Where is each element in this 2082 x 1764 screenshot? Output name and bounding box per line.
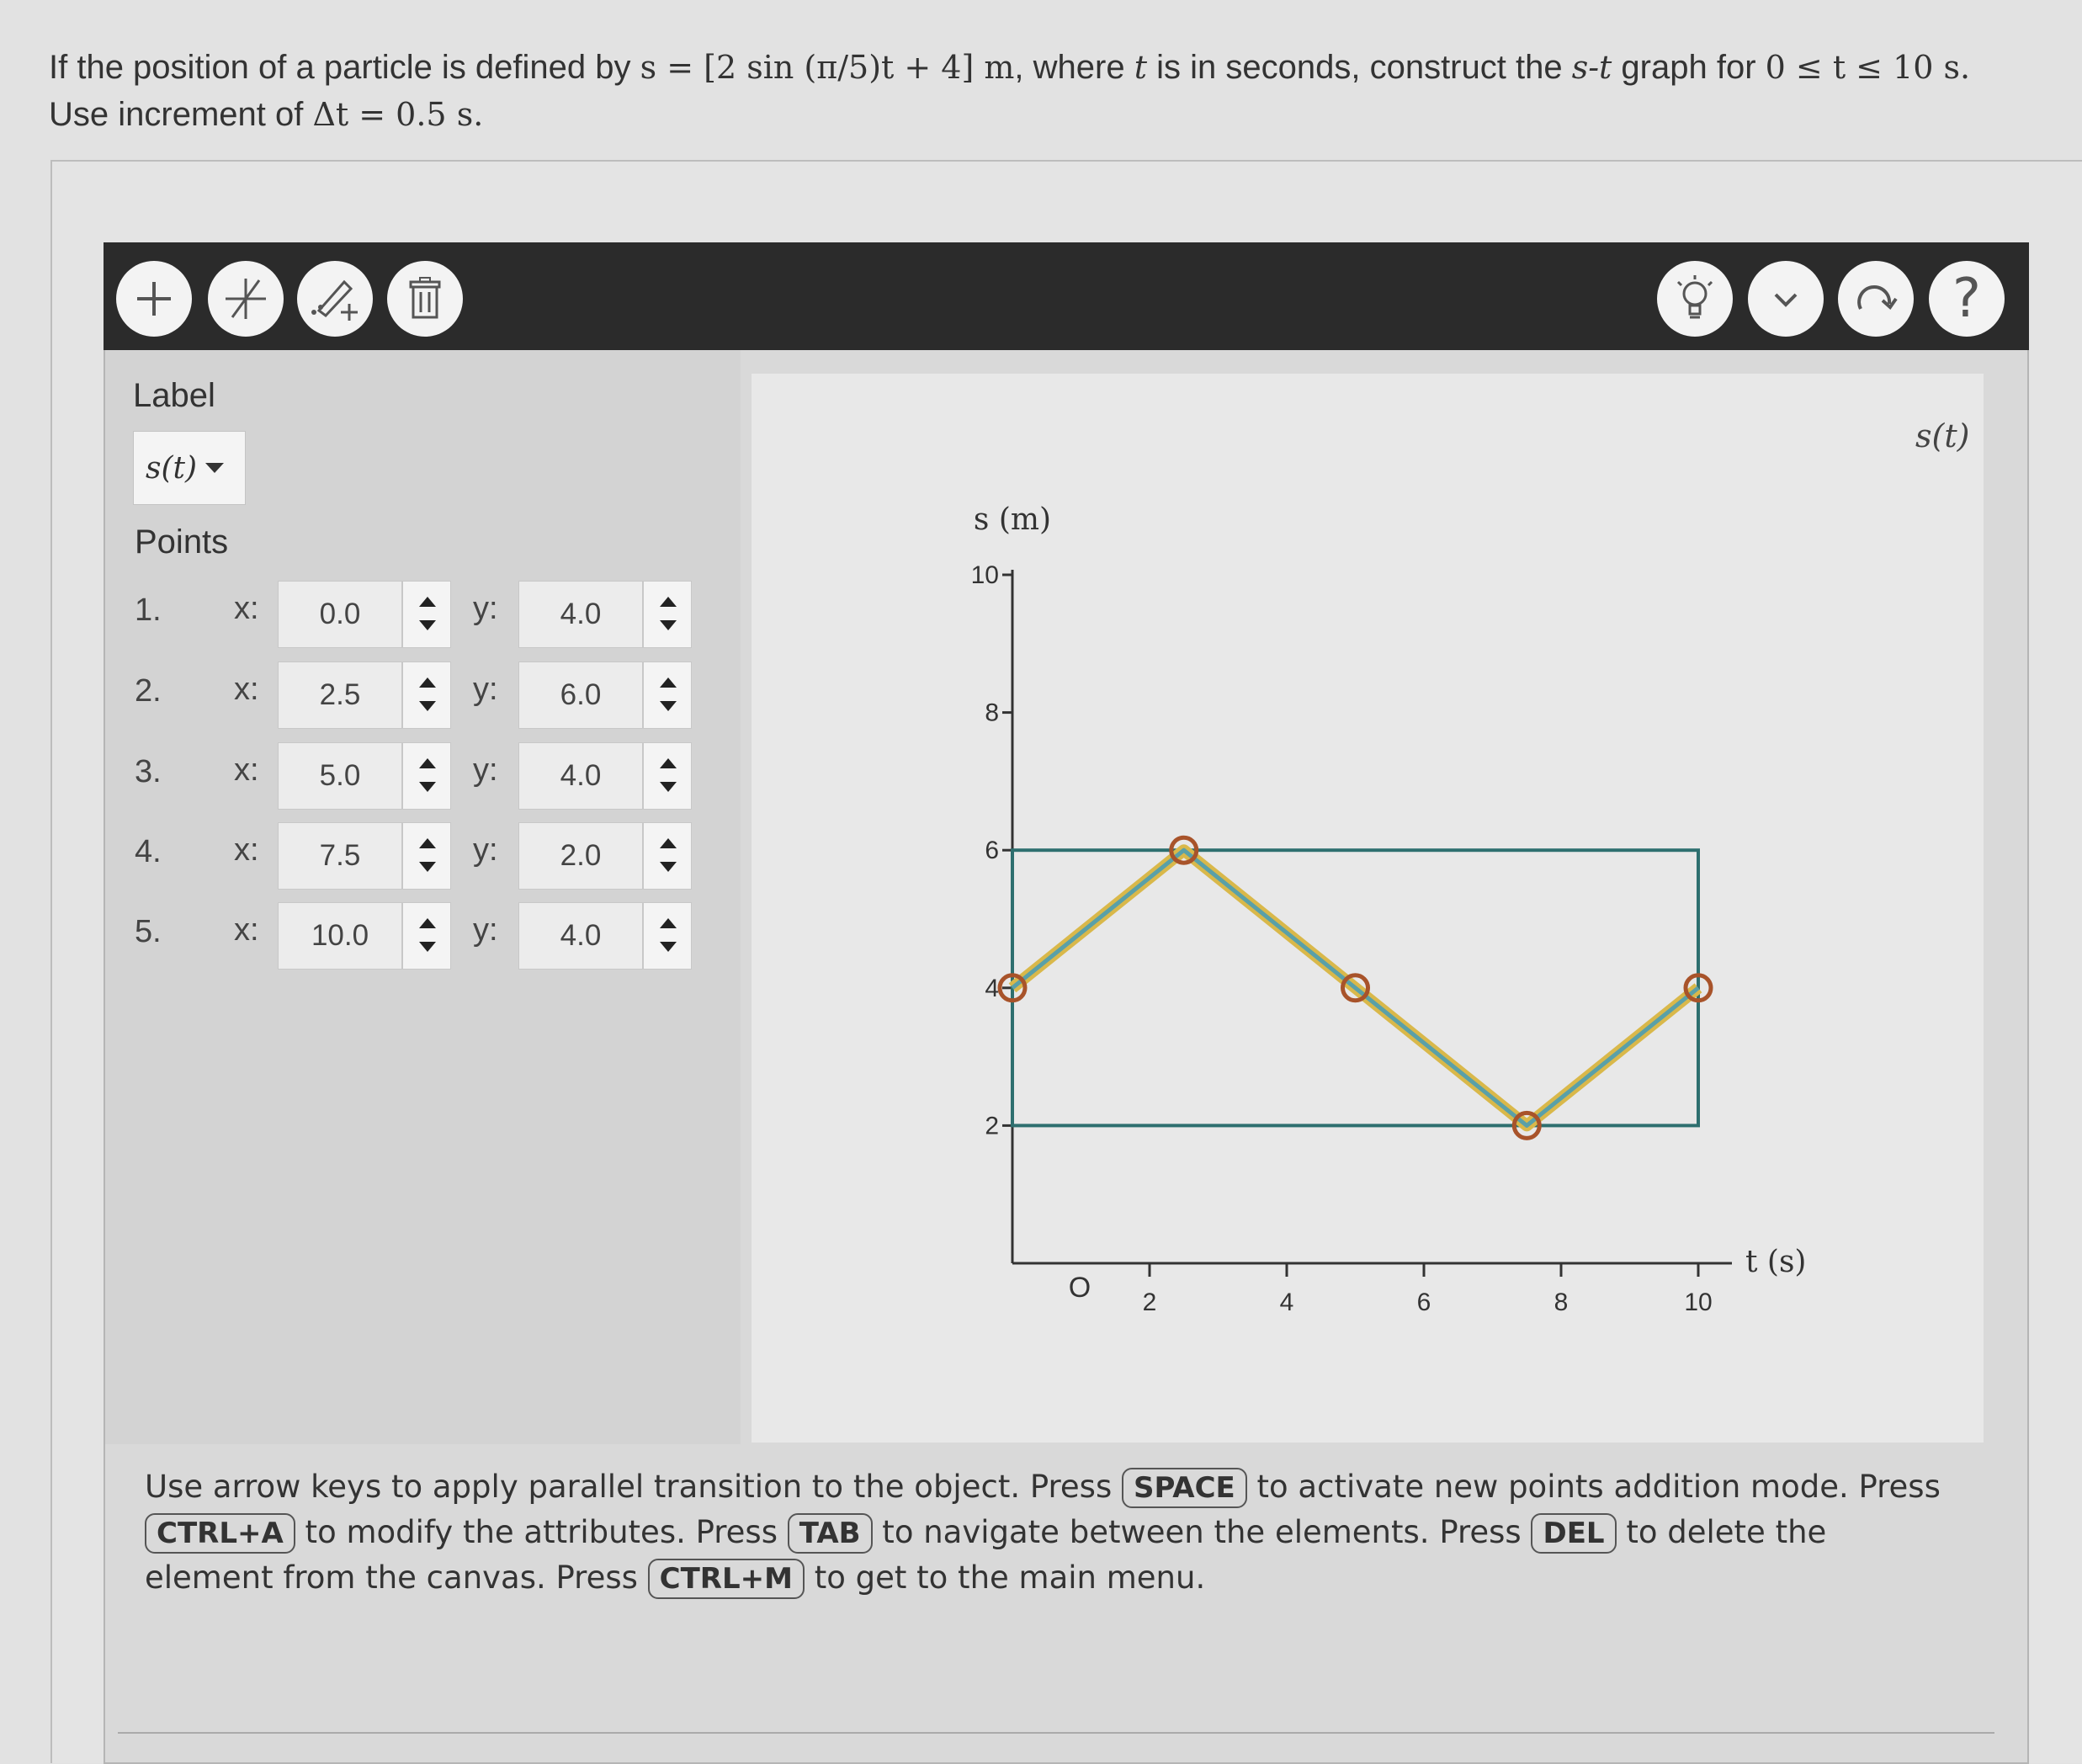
point-row xyxy=(135,581,724,648)
help-icon[interactable]: ? xyxy=(1929,261,2005,337)
point-number: 1. xyxy=(135,592,162,628)
stepper-down-icon[interactable] xyxy=(419,782,436,792)
hint-text: to modify the attributes. Press xyxy=(295,1514,788,1550)
hint-text: to activate new points addition mode. Press xyxy=(1246,1469,1941,1505)
stepper-down-icon[interactable] xyxy=(419,620,436,630)
series-line xyxy=(1012,850,1698,1125)
point-number: 3. xyxy=(135,754,162,789)
y-label: y: xyxy=(473,752,498,788)
x-stepper[interactable] xyxy=(402,662,451,729)
graph-type: s-t xyxy=(1571,49,1612,86)
x-tick-label: 2 xyxy=(1142,1288,1157,1316)
stepper-down-icon[interactable] xyxy=(660,862,677,872)
series-label: s(t) xyxy=(1915,417,1970,454)
y-value-input[interactable]: 4.0 xyxy=(518,902,643,970)
x-tick-label: 8 xyxy=(1554,1288,1569,1316)
x-label: x: xyxy=(234,672,259,707)
x-tick-label: 6 xyxy=(1416,1288,1431,1316)
stepper-up-icon[interactable] xyxy=(419,597,436,607)
time-variable: t xyxy=(1134,49,1147,86)
stepper-down-icon[interactable] xyxy=(660,942,677,952)
position-equation: s = [2 sin (π/5)t + 4] m xyxy=(640,49,1015,86)
y-label: y: xyxy=(473,591,498,626)
line-tool-icon[interactable] xyxy=(208,261,284,337)
hint-text: to navigate between the elements. Press xyxy=(872,1514,1532,1550)
caret-down-icon xyxy=(205,463,224,473)
stepper-up-icon[interactable] xyxy=(419,838,436,848)
points-heading: Points xyxy=(135,523,229,561)
y-value-input[interactable]: 4.0 xyxy=(518,581,643,648)
x-value-input[interactable]: 5.0 xyxy=(278,742,402,810)
time-range: 0 ≤ t ≤ 10 s. xyxy=(1765,49,1971,86)
point-number: 4. xyxy=(135,834,162,869)
origin-label: O xyxy=(1068,1272,1091,1304)
point-row xyxy=(135,822,724,890)
stepper-down-icon[interactable] xyxy=(660,782,677,792)
stepper-up-icon[interactable] xyxy=(660,677,677,688)
y-label: y: xyxy=(473,912,498,948)
problem-text: is in seconds, construct the xyxy=(1147,49,1572,86)
stepper-down-icon[interactable] xyxy=(419,942,436,952)
point-row xyxy=(135,742,724,810)
y-tick-label: 6 xyxy=(985,837,999,865)
divider xyxy=(118,1732,1994,1734)
time-increment: Δt = 0.5 s. xyxy=(312,96,484,133)
x-value-input[interactable]: 2.5 xyxy=(278,662,402,729)
y-axis-title: s (m) xyxy=(973,502,1052,537)
y-stepper[interactable] xyxy=(643,581,692,648)
stepper-up-icon[interactable] xyxy=(419,918,436,928)
problem-text: , where xyxy=(1014,49,1134,86)
y-stepper[interactable] xyxy=(643,662,692,729)
x-axis-title: t (s) xyxy=(1745,1245,1807,1279)
trash-icon[interactable] xyxy=(387,261,463,337)
problem-text: graph for xyxy=(1612,49,1766,86)
x-label: x: xyxy=(234,912,259,948)
add-point-icon[interactable] xyxy=(297,261,373,337)
y-tick-label: 8 xyxy=(985,699,999,727)
stepper-down-icon[interactable] xyxy=(660,701,677,711)
label-dropdown-value: s(t) xyxy=(146,450,198,486)
y-stepper[interactable] xyxy=(643,902,692,970)
key-del: DEL xyxy=(1531,1513,1616,1554)
x-stepper[interactable] xyxy=(402,581,451,648)
x-stepper[interactable] xyxy=(402,742,451,810)
stepper-up-icon[interactable] xyxy=(660,918,677,928)
y-label: y: xyxy=(473,672,498,707)
stepper-down-icon[interactable] xyxy=(660,620,677,630)
point-number: 5. xyxy=(135,914,162,949)
x-stepper[interactable] xyxy=(402,822,451,890)
stepper-up-icon[interactable] xyxy=(660,597,677,607)
chevron-down-icon[interactable] xyxy=(1748,261,1824,337)
stepper-up-icon[interactable] xyxy=(419,677,436,688)
x-label: x: xyxy=(234,752,259,788)
graph-canvas[interactable] xyxy=(752,374,1984,1443)
x-label: x: xyxy=(234,591,259,626)
redo-icon[interactable] xyxy=(1838,261,1914,337)
y-value-input[interactable]: 2.0 xyxy=(518,822,643,890)
x-value-input[interactable]: 10.0 xyxy=(278,902,402,970)
hint-text: Use arrow keys to apply parallel transition to the object. Press xyxy=(145,1469,1122,1505)
y-stepper[interactable] xyxy=(643,822,692,890)
key-ctrl-m: CTRL+M xyxy=(648,1559,805,1599)
hint-text: to get to the main menu. xyxy=(804,1559,1206,1596)
key-tab: TAB xyxy=(788,1513,873,1554)
y-tick-label: 4 xyxy=(985,974,999,1002)
graph-toolbar xyxy=(104,242,2029,350)
x-value-input[interactable]: 0.0 xyxy=(278,581,402,648)
stepper-up-icon[interactable] xyxy=(660,838,677,848)
problem-statement xyxy=(49,44,2052,138)
lightbulb-icon[interactable] xyxy=(1657,261,1733,337)
key-space: SPACE xyxy=(1122,1468,1247,1508)
key-ctrl-a: CTRL+A xyxy=(145,1513,295,1554)
y-value-input[interactable]: 4.0 xyxy=(518,742,643,810)
y-value-input[interactable]: 6.0 xyxy=(518,662,643,729)
problem-text: If the position of a particle is defined by xyxy=(49,49,640,86)
stepper-down-icon[interactable] xyxy=(419,701,436,711)
attributes-panel xyxy=(105,350,741,1444)
x-tick-label: 10 xyxy=(1684,1288,1713,1316)
plus-icon[interactable] xyxy=(116,261,192,337)
label-dropdown[interactable] xyxy=(133,431,246,505)
point-row xyxy=(135,902,724,970)
y-stepper[interactable] xyxy=(643,742,692,810)
problem-text: Use increment of xyxy=(49,96,313,133)
stepper-up-icon[interactable] xyxy=(660,758,677,768)
keyboard-hint xyxy=(145,1464,1954,1601)
stepper-down-icon[interactable] xyxy=(419,862,436,872)
label-heading: Label xyxy=(133,377,215,414)
y-tick-label: 10 xyxy=(970,561,999,589)
st-graph[interactable] xyxy=(752,374,1984,1443)
x-value-input[interactable]: 7.5 xyxy=(278,822,402,890)
stepper-up-icon[interactable] xyxy=(419,758,436,768)
hint-text: to delete the element from the canvas. Press xyxy=(145,1514,1827,1596)
y-label: y: xyxy=(473,832,498,868)
x-tick-label: 4 xyxy=(1279,1288,1294,1316)
y-tick-label: 2 xyxy=(985,1112,999,1140)
point-number: 2. xyxy=(135,673,162,709)
x-stepper[interactable] xyxy=(402,902,451,970)
x-label: x: xyxy=(234,832,259,868)
point-row xyxy=(135,662,724,729)
